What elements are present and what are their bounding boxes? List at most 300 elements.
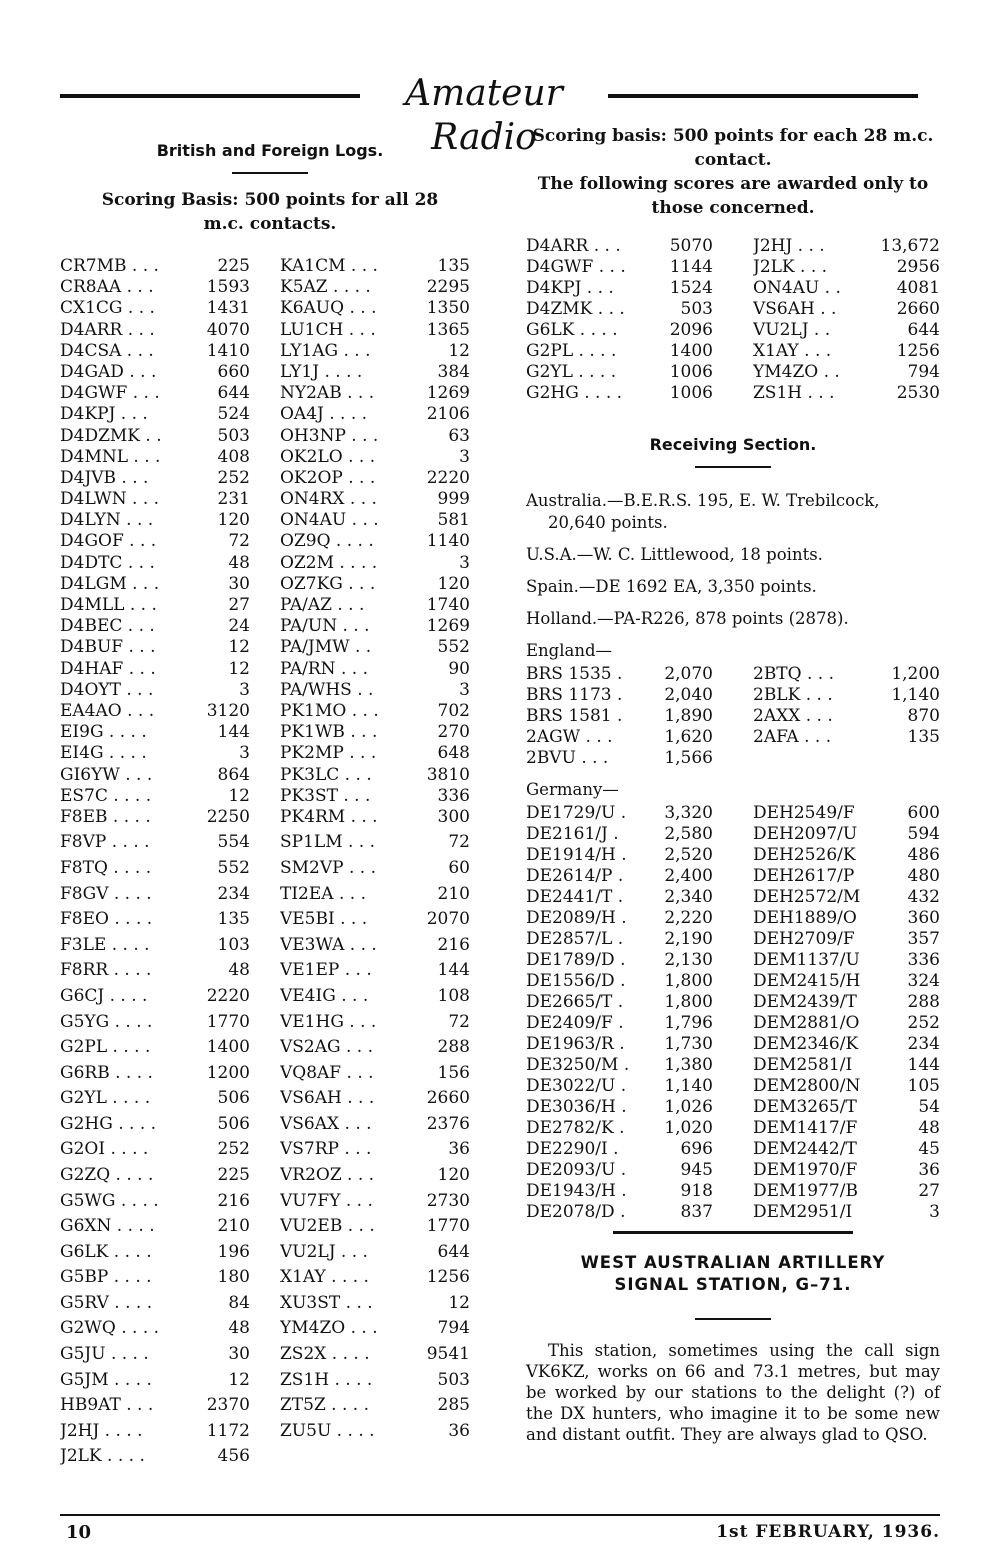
- log-entry: [526, 1118, 713, 1139]
- score: 918: [680, 1181, 713, 1201]
- score: 660: [217, 361, 250, 382]
- call-sign: OK2OP . . .: [280, 467, 376, 488]
- score: 1006: [669, 383, 713, 403]
- log-entry: [60, 1267, 250, 1288]
- call-sign: G5BP . . . .: [60, 1267, 152, 1288]
- log-entry: [280, 468, 470, 489]
- call-sign: PA/JMW . .: [280, 637, 372, 658]
- log-entry: [60, 1242, 250, 1263]
- call-sign: 2AGW . . .: [526, 727, 613, 747]
- log-entry: [280, 1421, 470, 1442]
- log-entry: [753, 845, 940, 866]
- call-sign: XU3ST . . .: [280, 1292, 373, 1313]
- score: 3810: [426, 764, 470, 785]
- score: 503: [680, 299, 713, 319]
- call-sign: ZU5U . . . .: [280, 1420, 375, 1441]
- awarded-scores-table: [526, 236, 940, 404]
- call-sign: YM4ZO . . .: [280, 1318, 378, 1339]
- log-entry: [280, 1037, 470, 1058]
- call-sign: ZT5Z . . . .: [280, 1395, 370, 1416]
- score: 3: [929, 1202, 940, 1222]
- call-sign: D4BEC . . .: [60, 616, 155, 637]
- score: 216: [437, 934, 470, 955]
- log-entry: [526, 992, 713, 1013]
- call-sign: D4DZMK . .: [60, 425, 162, 446]
- log-entry: [753, 824, 940, 845]
- score: 1,566: [664, 748, 713, 768]
- call-sign: DE2409/F .: [526, 1013, 624, 1033]
- log-entry: [280, 1012, 470, 1033]
- log-entry: [60, 1216, 250, 1237]
- score: 1770: [206, 1011, 250, 1032]
- log-entry: [60, 1370, 250, 1391]
- call-sign: EA4AO . . .: [60, 700, 155, 721]
- score: 13,672: [880, 236, 940, 256]
- score: 1,020: [664, 1118, 713, 1138]
- score: 837: [680, 1202, 713, 1222]
- call-sign: F8EO . . . .: [60, 909, 153, 930]
- call-sign: OH3NP . . .: [280, 425, 379, 446]
- call-sign: D4LYN . . .: [60, 510, 154, 531]
- call-sign: J2LK . . . .: [60, 1446, 145, 1467]
- call-sign: YM4ZO . .: [753, 362, 840, 382]
- score: 252: [217, 467, 250, 488]
- call-sign: VE4IG . . .: [280, 985, 369, 1006]
- log-entry: [526, 1160, 713, 1181]
- log-entry: [280, 1165, 470, 1186]
- call-sign: DEM2800/N: [753, 1076, 861, 1096]
- call-sign: BRS 1173 .: [526, 685, 623, 705]
- log-entry: [60, 743, 250, 764]
- log-entry: [280, 960, 470, 981]
- score: 210: [437, 883, 470, 904]
- log-entry: [280, 426, 470, 447]
- score: 45: [918, 1139, 940, 1159]
- log-entry: [280, 858, 470, 879]
- log-entry: [60, 447, 250, 468]
- score: 285: [437, 1395, 470, 1416]
- log-entry: [753, 383, 940, 404]
- page-number: 10: [66, 1522, 92, 1543]
- score: 3: [459, 552, 470, 573]
- call-sign: DEH1889/O: [753, 908, 857, 928]
- call-sign: G2YL . . . .: [526, 362, 617, 382]
- receiving-heading: Receiving Section.: [649, 435, 817, 454]
- call-sign: D4LGM . . .: [60, 573, 160, 594]
- call-sign: VU7FY . . .: [280, 1190, 373, 1211]
- score: 210: [217, 1216, 250, 1237]
- score: 552: [437, 637, 470, 658]
- call-sign: PA/AZ . . .: [280, 595, 365, 615]
- log-entry: [60, 531, 250, 552]
- log-entry: [753, 236, 940, 257]
- call-sign: DE1556/D .: [526, 971, 626, 991]
- log-entry: [60, 595, 250, 616]
- score: 2,340: [664, 887, 713, 907]
- score: 2220: [206, 985, 250, 1006]
- call-sign: DEM2439/T: [753, 992, 857, 1012]
- call-sign: G6RB . . . .: [60, 1062, 153, 1083]
- score: 456: [217, 1446, 250, 1467]
- score: 4081: [896, 278, 940, 298]
- score: 2,520: [664, 845, 713, 865]
- score: 72: [448, 1011, 470, 1032]
- score: 503: [437, 1369, 470, 1390]
- score: 1,380: [664, 1055, 713, 1075]
- score: 12: [228, 1369, 250, 1390]
- log-entry: [526, 803, 713, 824]
- score: 72: [228, 531, 250, 552]
- score: 196: [217, 1241, 250, 1262]
- log-entry: [526, 748, 713, 769]
- log-entry: [280, 1191, 470, 1212]
- log-entry: [60, 320, 250, 341]
- log-entry: [280, 510, 470, 531]
- call-sign: K6AUQ . . .: [280, 298, 377, 319]
- usa-entry: U.S.A.—W. C. Littlewood, 18 points.: [526, 545, 823, 564]
- call-sign: DEM2581/I: [753, 1055, 853, 1075]
- log-entry: [60, 1165, 250, 1186]
- call-sign: OZ2M . . . .: [280, 552, 378, 573]
- score: 63: [448, 425, 470, 446]
- call-sign: PK3LC . . .: [280, 764, 372, 785]
- call-sign: KA1CM . . .: [280, 256, 378, 276]
- log-entry: [60, 1395, 250, 1416]
- call-sign: DEH2572/M: [753, 887, 861, 907]
- call-sign: DEM1970/F: [753, 1160, 858, 1180]
- log-entry: [280, 807, 470, 828]
- log-entry: [753, 278, 940, 299]
- call-sign: DE2078/D .: [526, 1202, 626, 1222]
- call-sign: DEH2526/K: [753, 845, 856, 865]
- score: 1006: [669, 362, 713, 382]
- call-sign: PK3ST . . .: [280, 785, 371, 806]
- log-entry: [60, 341, 250, 362]
- log-entry: [753, 1034, 940, 1055]
- score: 2530: [896, 383, 940, 403]
- log-entry: [280, 743, 470, 764]
- log-entry: [526, 685, 713, 706]
- log-entry: [526, 908, 713, 929]
- log-entry: [526, 706, 713, 727]
- log-entry: [60, 637, 250, 658]
- call-sign: DEM2415/H: [753, 971, 861, 991]
- call-sign: D4ARR . . .: [526, 236, 621, 256]
- score: 156: [437, 1062, 470, 1083]
- call-sign: D4DTC . . .: [60, 552, 155, 573]
- section-heading: British and Foreign Logs.: [156, 141, 384, 160]
- log-entry: [60, 722, 250, 743]
- masthead-title: Amateur Radio: [405, 73, 563, 158]
- log-entry: [60, 616, 250, 637]
- call-sign: F8EB . . . .: [60, 806, 151, 827]
- log-entry: [280, 909, 470, 930]
- log-entry: [753, 1160, 940, 1181]
- score: 1740: [426, 595, 470, 615]
- score: 702: [437, 700, 470, 721]
- call-sign: PK4RM . . .: [280, 806, 378, 827]
- score: 524: [217, 404, 250, 425]
- log-entry: [280, 1395, 470, 1416]
- log-entry: [60, 701, 250, 722]
- score: 1,796: [664, 1013, 713, 1033]
- log-entry: [60, 909, 250, 930]
- log-entry: [753, 1139, 940, 1160]
- call-sign: TI2EA . . .: [280, 883, 366, 904]
- log-entry: [753, 664, 940, 685]
- call-sign: BRS 1535 .: [526, 664, 623, 684]
- score: 2,400: [664, 866, 713, 886]
- log-entry: [60, 765, 250, 786]
- log-entry: [280, 722, 470, 743]
- call-sign: G2HG . . . .: [60, 1113, 157, 1134]
- call-sign: DE1914/H .: [526, 845, 627, 865]
- score: 870: [907, 706, 940, 726]
- log-entry: [526, 1055, 713, 1076]
- masthead-rule-right: [608, 94, 918, 98]
- logs-table: [60, 256, 480, 1468]
- score: 270: [437, 722, 470, 743]
- call-sign: VS2AG . . .: [280, 1037, 374, 1058]
- log-entry: [280, 1216, 470, 1237]
- log-entry: [60, 1446, 250, 1467]
- score: 2730: [426, 1190, 470, 1211]
- log-entry: [280, 404, 470, 425]
- log-entry: [60, 277, 250, 298]
- call-sign: DE2665/T .: [526, 992, 624, 1012]
- call-sign: K5AZ . . . .: [280, 277, 371, 298]
- call-sign: VE1EP . . .: [280, 960, 372, 981]
- call-sign: OK2LO . . .: [280, 446, 376, 467]
- score: 3120: [206, 700, 250, 721]
- call-sign: DE2093/U .: [526, 1160, 627, 1180]
- log-entry: [60, 1012, 250, 1033]
- call-sign: VR2OZ . . .: [280, 1164, 375, 1185]
- score: 27: [228, 595, 250, 615]
- call-sign: ON4AU . .: [753, 278, 841, 298]
- score: 3,320: [664, 803, 713, 823]
- call-sign: D4GOF . . .: [60, 531, 157, 552]
- logs-column-1: [60, 256, 280, 1468]
- score: 2070: [426, 909, 470, 930]
- score: 135: [437, 256, 470, 276]
- score: 324: [907, 971, 940, 991]
- call-sign: D4MLL . . .: [60, 595, 157, 615]
- score: 12: [448, 340, 470, 361]
- call-sign: DEM2881/O: [753, 1013, 860, 1033]
- score: 120: [437, 573, 470, 594]
- score: 2660: [896, 299, 940, 319]
- log-entry: [60, 1139, 250, 1160]
- call-sign: OZ7KG . . .: [280, 573, 376, 594]
- log-entry: [280, 362, 470, 383]
- log-entry: [753, 299, 940, 320]
- score: 288: [437, 1037, 470, 1058]
- call-sign: D4ARR . . .: [60, 319, 155, 340]
- call-sign: SM2VP . . .: [280, 858, 377, 879]
- germany-column-1: [526, 803, 753, 1223]
- call-sign: PK2MP . . .: [280, 743, 377, 764]
- log-entry: [60, 1318, 250, 1339]
- call-sign: 2AXX . . .: [753, 706, 833, 726]
- score: 135: [907, 727, 940, 747]
- log-entry: [280, 1114, 470, 1135]
- score: 2660: [426, 1088, 470, 1109]
- log-entry: [280, 1318, 470, 1339]
- score: 2295: [426, 277, 470, 298]
- score: 225: [217, 1164, 250, 1185]
- awarded-column-2: [753, 236, 940, 404]
- call-sign: VE3WA . . .: [280, 934, 377, 955]
- log-entry: [280, 1344, 470, 1365]
- score: 1269: [426, 616, 470, 637]
- call-sign: HB9AT . . .: [60, 1395, 154, 1416]
- score: 27: [918, 1181, 940, 1201]
- log-entry: [753, 1013, 940, 1034]
- call-sign: ZS2X . . . .: [280, 1344, 370, 1365]
- score: 1269: [426, 383, 470, 404]
- log-entry: [60, 1191, 250, 1212]
- score: 216: [217, 1190, 250, 1211]
- score: 225: [217, 256, 250, 276]
- call-sign: G2WQ . . . .: [60, 1318, 160, 1339]
- score: 360: [907, 908, 940, 928]
- call-sign: D4GAD . . .: [60, 361, 157, 382]
- log-entry: [526, 320, 713, 341]
- log-entry: [526, 887, 713, 908]
- score: 144: [437, 960, 470, 981]
- australia-entry: Australia.—B.E.R.S. 195, E. W. Trebilcock, 20,640 points.: [526, 491, 880, 532]
- logs-column-2: [280, 256, 480, 1468]
- call-sign: 2BLK . . .: [753, 685, 833, 705]
- score: 1256: [426, 1267, 470, 1288]
- score: 54: [918, 1097, 940, 1117]
- call-sign: DEH2709/F: [753, 929, 855, 949]
- log-entry: [753, 1118, 940, 1139]
- log-entry: [280, 659, 470, 680]
- call-sign: BRS 1581 .: [526, 706, 623, 726]
- log-entry: [526, 362, 713, 383]
- score: 105: [907, 1076, 940, 1096]
- call-sign: G2YL . . . .: [60, 1088, 151, 1109]
- log-entry: [280, 256, 470, 277]
- log-entry: [526, 278, 713, 299]
- log-entry: [280, 574, 470, 595]
- score: 2096: [669, 320, 713, 340]
- call-sign: J2LK . . .: [753, 257, 828, 277]
- log-entry: [526, 299, 713, 320]
- log-entry: [753, 971, 940, 992]
- score: 2250: [206, 806, 250, 827]
- log-entry: [526, 1013, 713, 1034]
- score: 1524: [669, 278, 713, 298]
- call-sign: OZ9Q . . . .: [280, 531, 374, 552]
- log-entry: [280, 765, 470, 786]
- call-sign: OA4J . . . .: [280, 404, 368, 425]
- log-entry: [280, 341, 470, 362]
- score: 2,190: [664, 929, 713, 949]
- call-sign: G5WG . . . .: [60, 1190, 159, 1211]
- log-entry: [60, 807, 250, 828]
- score: 1,200: [891, 664, 940, 684]
- call-sign: G6XN . . . .: [60, 1216, 155, 1237]
- score: 594: [907, 824, 940, 844]
- call-sign: G2OI . . . .: [60, 1139, 149, 1160]
- score: 2376: [426, 1113, 470, 1134]
- log-entry: [753, 362, 940, 383]
- call-sign: G5JU . . . .: [60, 1344, 149, 1365]
- call-sign: VS6AH . . .: [280, 1088, 375, 1109]
- call-sign: F8RR . . . .: [60, 960, 152, 981]
- score: 357: [907, 929, 940, 949]
- log-entry: [60, 468, 250, 489]
- log-entry: [60, 832, 250, 853]
- score: 581: [437, 510, 470, 531]
- score: 648: [437, 743, 470, 764]
- call-sign: EI4G . . . .: [60, 743, 147, 764]
- log-entry: [526, 824, 713, 845]
- call-sign: X1AY . . . .: [280, 1267, 369, 1288]
- log-entry: [60, 510, 250, 531]
- score: 336: [437, 785, 470, 806]
- call-sign: LU1CH . . .: [280, 319, 376, 340]
- log-entry: [60, 659, 250, 680]
- call-sign: 2BTQ . . .: [753, 664, 835, 684]
- call-sign: DE3022/U .: [526, 1076, 627, 1096]
- score: 408: [217, 446, 250, 467]
- score: 36: [918, 1160, 940, 1180]
- score: 2,220: [664, 908, 713, 928]
- score: 48: [228, 552, 250, 573]
- score: 1256: [896, 341, 940, 361]
- score: 1350: [426, 298, 470, 319]
- call-sign: 2AFA . . .: [753, 727, 832, 747]
- log-entry: [60, 553, 250, 574]
- log-entry: [60, 404, 250, 425]
- call-sign: LY1AG . . .: [280, 340, 371, 361]
- call-sign: ON4RX . . .: [280, 489, 377, 510]
- score: 60: [448, 858, 470, 879]
- log-entry: [753, 727, 940, 748]
- log-entry: [753, 929, 940, 950]
- call-sign: DE1943/H .: [526, 1181, 627, 1201]
- call-sign: F8GV . . . .: [60, 883, 152, 904]
- score: 234: [907, 1034, 940, 1054]
- call-sign: DEM2346/K: [753, 1034, 859, 1054]
- log-entry: [526, 257, 713, 278]
- score: 144: [907, 1055, 940, 1075]
- call-sign: DE1729/U .: [526, 803, 627, 823]
- log-entry: [280, 1242, 470, 1263]
- england-column-1: [526, 664, 753, 769]
- call-sign: D4ZMK . . .: [526, 299, 625, 319]
- score: 1,026: [664, 1097, 713, 1117]
- log-entry: [60, 960, 250, 981]
- log-entry: [526, 845, 713, 866]
- score: 794: [437, 1318, 470, 1339]
- score: 234: [217, 883, 250, 904]
- log-entry: [753, 320, 940, 341]
- call-sign: VE1HG . . .: [280, 1011, 377, 1032]
- score: 2,070: [664, 664, 713, 684]
- log-entry: [280, 1293, 470, 1314]
- log-entry: [60, 1088, 250, 1109]
- score: 12: [228, 658, 250, 679]
- call-sign: DE1963/R .: [526, 1034, 625, 1054]
- england-label: England—: [526, 641, 613, 660]
- log-entry: [280, 320, 470, 341]
- log-entry: [280, 1139, 470, 1160]
